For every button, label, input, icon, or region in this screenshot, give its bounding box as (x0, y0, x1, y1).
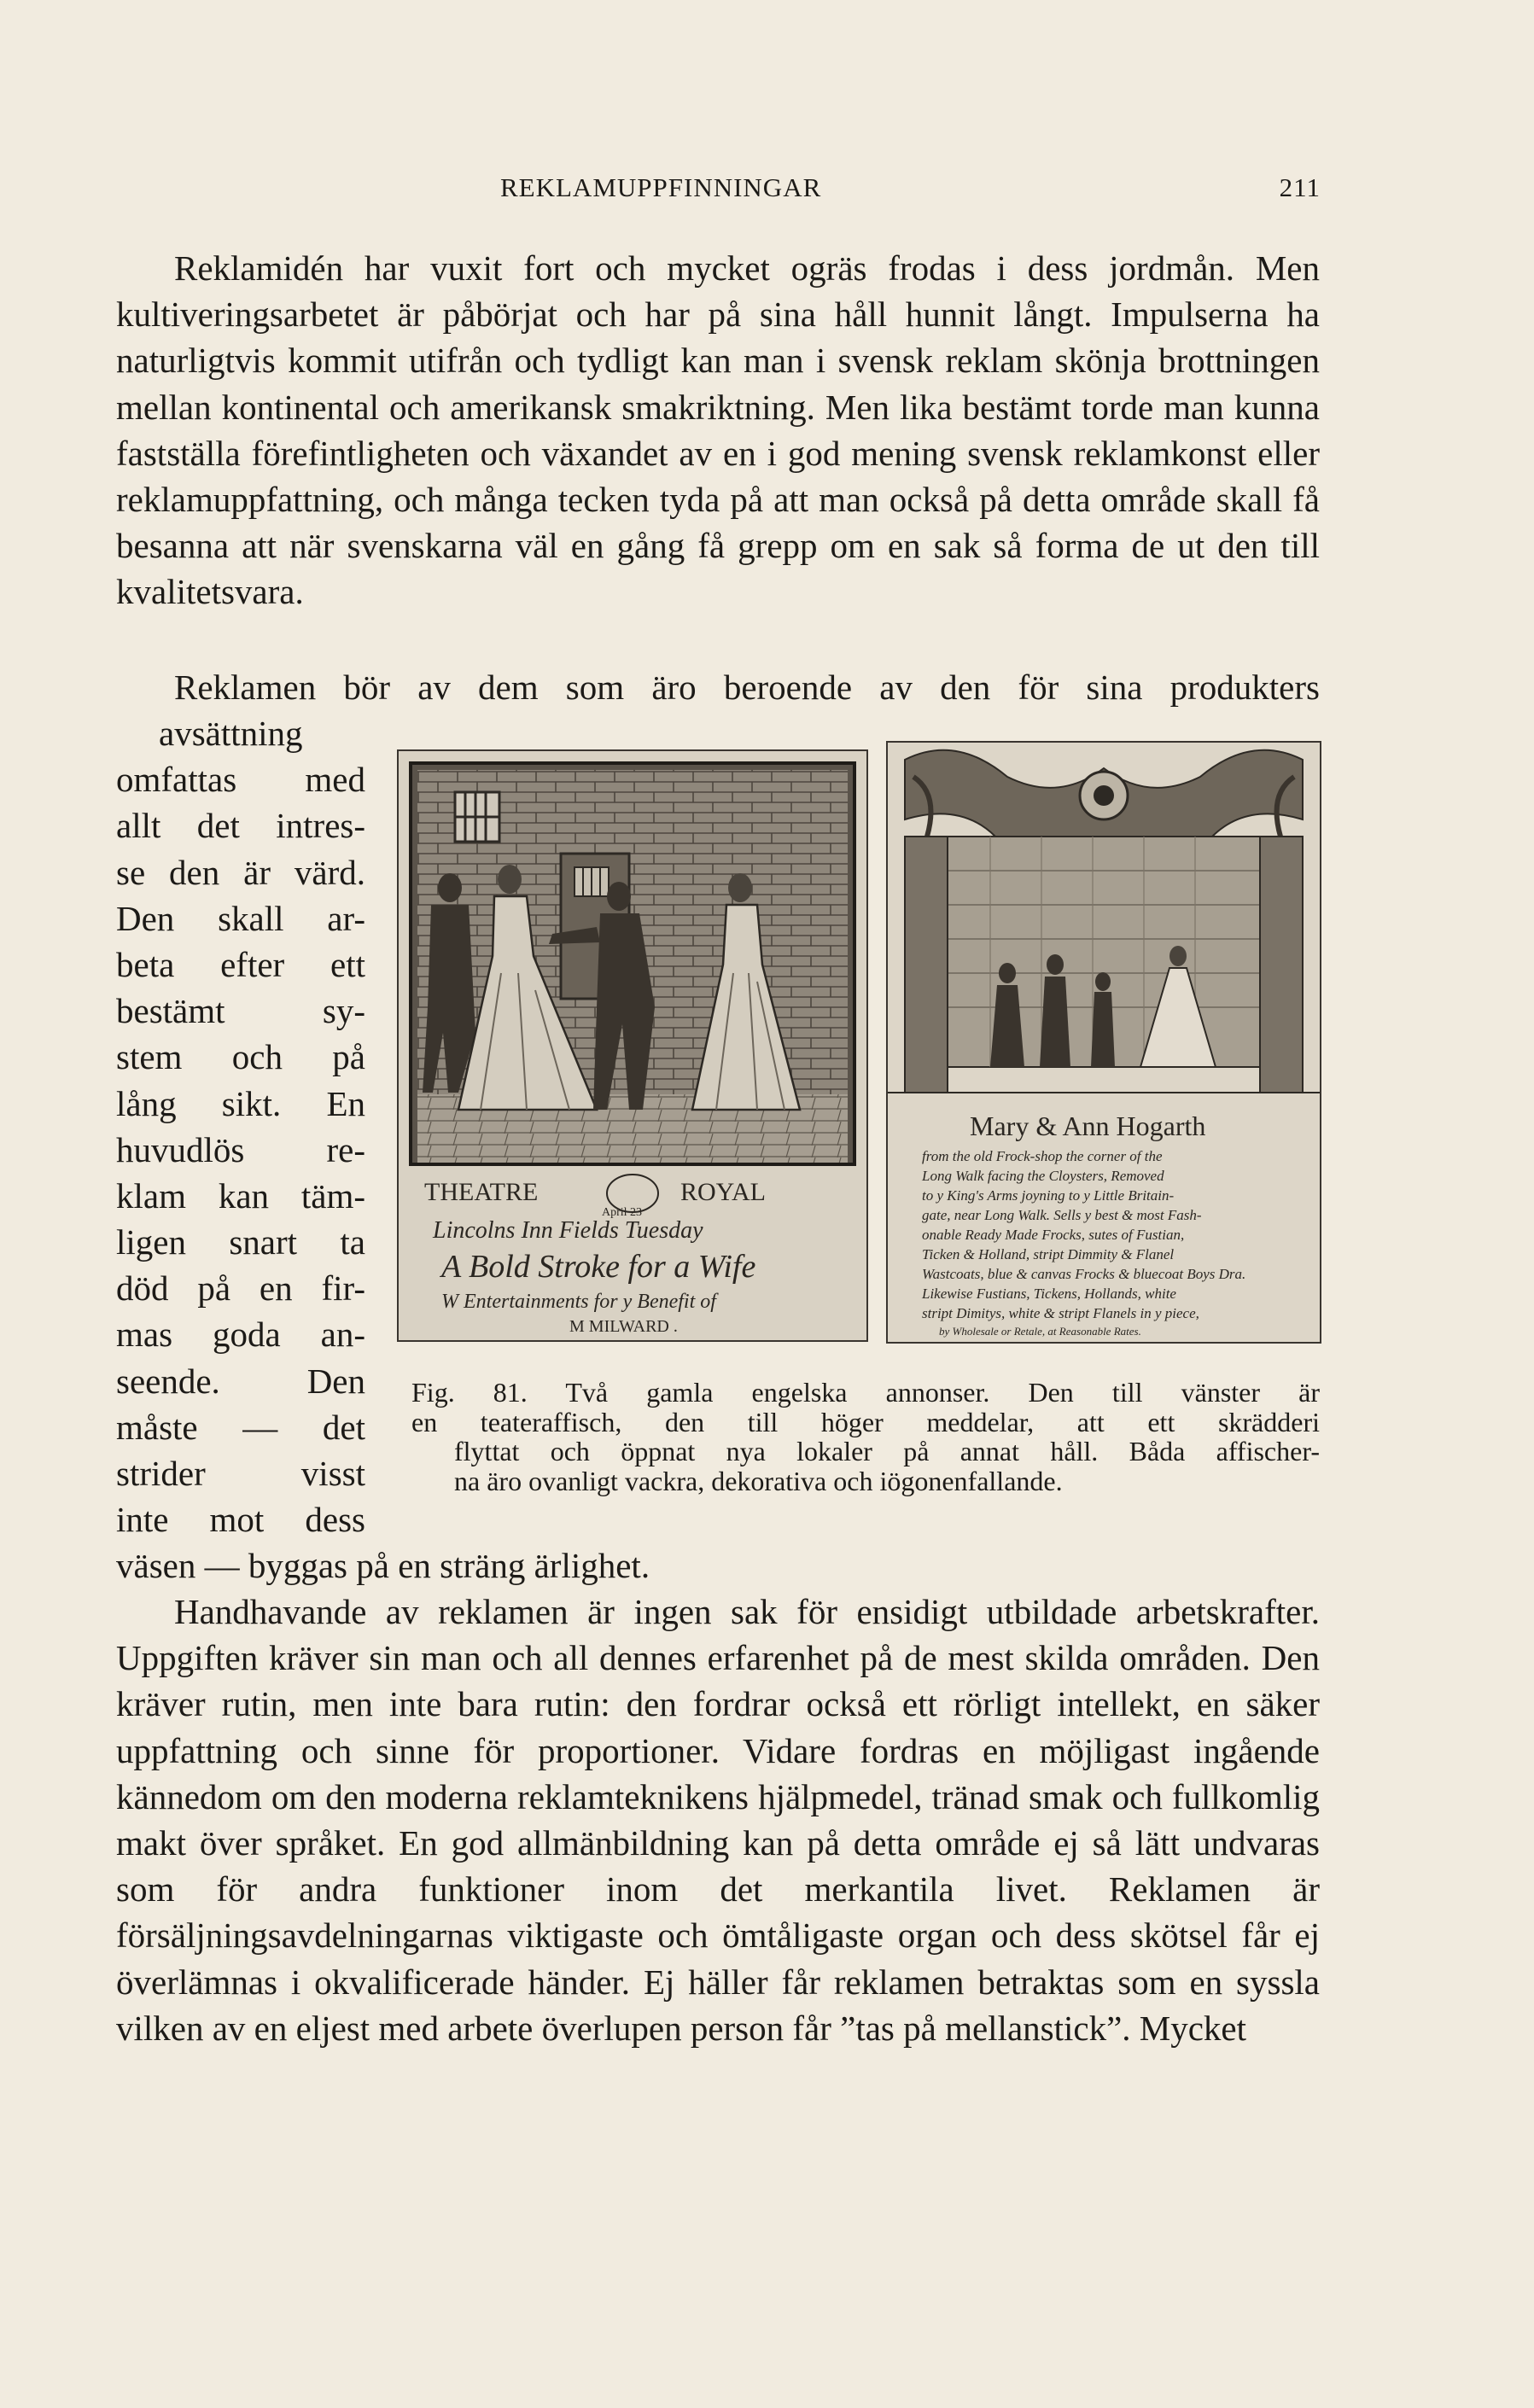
wrapped-line: se den är värd. (116, 852, 365, 892)
wrapped-line: beta efter ett (116, 944, 365, 984)
card-text-line: gate, near Long Walk. Sells y best & most Fash- (922, 1207, 1202, 1223)
playbill-actor: M MILWARD . (569, 1317, 678, 1336)
running-title: REKLAMUPPFINNINGAR (500, 172, 822, 202)
card-text-line: stript Dimitys, white & stript Flanels in y piece, (922, 1305, 1199, 1321)
paragraph-1: Reklamidén har vuxit fort och mycket ogräs frodas i dess jordmån. Men kultiveringsarbetet är påbörjat och har på sina håll hunnit långt. Impulserna ha naturligtvis kommit utifrån och tydligt kan man i svensk reklam skönja brottningen mellan kontinental och amerikansk smakriktning. Men lika bestämt torde man kunna fastställa förefintligheten och växandet av en i god mening svensk reklamkonst eller reklamuppfattning, och många tecken tyda på att man också på detta område skall få besanna att när svenskarna väl en gång få grepp om en sak så forma de ut den till kvalitetsvara. (116, 248, 1320, 612)
card-text-line: Ticken & Holland, stript Dimmity & Flanel (922, 1246, 1175, 1262)
theatre-playbill-engraving (397, 749, 868, 1342)
wrapped-line: seende. Den (116, 1361, 365, 1401)
figure-81 (397, 739, 1320, 1347)
wrapped-line: bestämt sy- (116, 991, 365, 1031)
paragraph-2-opening: Reklamen bör av dem som äro beroende av den för sina produkters (174, 668, 1320, 707)
paragraph-3: Handhavande av reklamen är ingen sak för ensidigt utbildade arbetskrafter. Uppgiften kräver sin man och all dennes erfarenhet på de mest skilda områden. Den kräver rutin, men inte bara rutin: den fordrar också ett rörligt intellekt, en säker uppfattning och sinne för proportioner. Vidare fordras en möjligast ingående kännedom om den moderna reklamteknikens hjälpmedel, tränad smak och fullkomlig makt över språket. En god allmänbildning kan på detta område ej så lätt undvaras som för andra funktioner inom det merkantila livet. Reklamen är försäljningsavdelningarnas viktigaste och ömtåligaste organ och dess skötsel får ej överlämnas i okvalificerade händer. Ej häller får reklamen betraktas som en syssla vilken av en eljest med arbete överlupen person får ”tas på mellanstick”. Mycket (116, 1592, 1320, 2048)
paragraph-2-wrapped-column (116, 710, 365, 1542)
tailor-shop-card-engraving (886, 741, 1321, 1344)
prison-scene-illustration (399, 751, 866, 1340)
playbill-date: April 23 (602, 1206, 643, 1219)
paragraph-2-closing: väsen — byggas på en sträng ärlighet. (116, 1546, 650, 1585)
wrapped-line: omfattas med (116, 760, 365, 800)
card-text-line: from the old Frock-shop the corner of the (922, 1148, 1163, 1164)
wrapped-line: huvudlös re- (116, 1129, 365, 1169)
card-text-line: Wastcoats, blue & canvas Frocks & bluecoat Boys Dra. (922, 1266, 1246, 1282)
wrapped-line: måste — det (116, 1407, 365, 1447)
card-text-line: Long Walk facing the Cloysters, Removed (922, 1168, 1164, 1184)
card-text-line: Likewise Fustians, Tickens, Hollands, white (922, 1286, 1176, 1302)
figure-caption (411, 1378, 1320, 1496)
wrapped-line: mas goda an- (116, 1315, 365, 1355)
wrapped-line: avsättning (159, 714, 303, 753)
card-text-line: to y King's Arms joyning to y Little Britain- (922, 1187, 1175, 1204)
shop-interior-illustration (888, 743, 1320, 1342)
wrapped-line: klam kan täm- (116, 1175, 365, 1216)
running-head (0, 172, 1534, 215)
caption-line: na äro ovanligt vackra, dekorativa och iögonenfallande. (454, 1465, 1063, 1496)
playbill-benefit: W Entertainments for y Benefit of (441, 1291, 716, 1313)
wrapped-line: död på en fir- (116, 1268, 365, 1309)
wrapped-line: stem och på (116, 1037, 365, 1077)
card-text-line: by Wholesale or Retale, at Reasonable Rates. (939, 1325, 1141, 1338)
wrapped-line: strider visst (116, 1454, 365, 1493)
playbill-royal: ROYAL (680, 1178, 767, 1206)
playbill-venue: Lincolns Inn Fields Tuesday (433, 1217, 703, 1244)
caption-line: flyttat och öppnat nya lokaler på annat håll. Båda affischer- (454, 1436, 1320, 1466)
card-title: Mary & Ann Hogarth (970, 1111, 1206, 1141)
playbill-theatre: THEATRE (424, 1178, 539, 1206)
card-text-line: onable Ready Made Frocks, sutes of Fustian, (922, 1227, 1185, 1243)
playbill-play-title: A Bold Stroke for a Wife (441, 1249, 756, 1285)
wrapped-line: inte mot dess (116, 1500, 365, 1540)
wrapped-line: ligen snart ta (116, 1222, 365, 1262)
wrapped-line: allt det intres- (116, 806, 365, 846)
wrapped-line: lång sikt. En (116, 1083, 365, 1123)
caption-line: Fig. 81. Två gamla engelska annonser. Den till vänster är (411, 1377, 1320, 1408)
caption-line: en teateraffisch, den till höger meddelar, att ett skrädderi (411, 1406, 1320, 1437)
page-number: 211 (1279, 172, 1321, 202)
wrapped-line: Den skall ar- (116, 898, 365, 938)
